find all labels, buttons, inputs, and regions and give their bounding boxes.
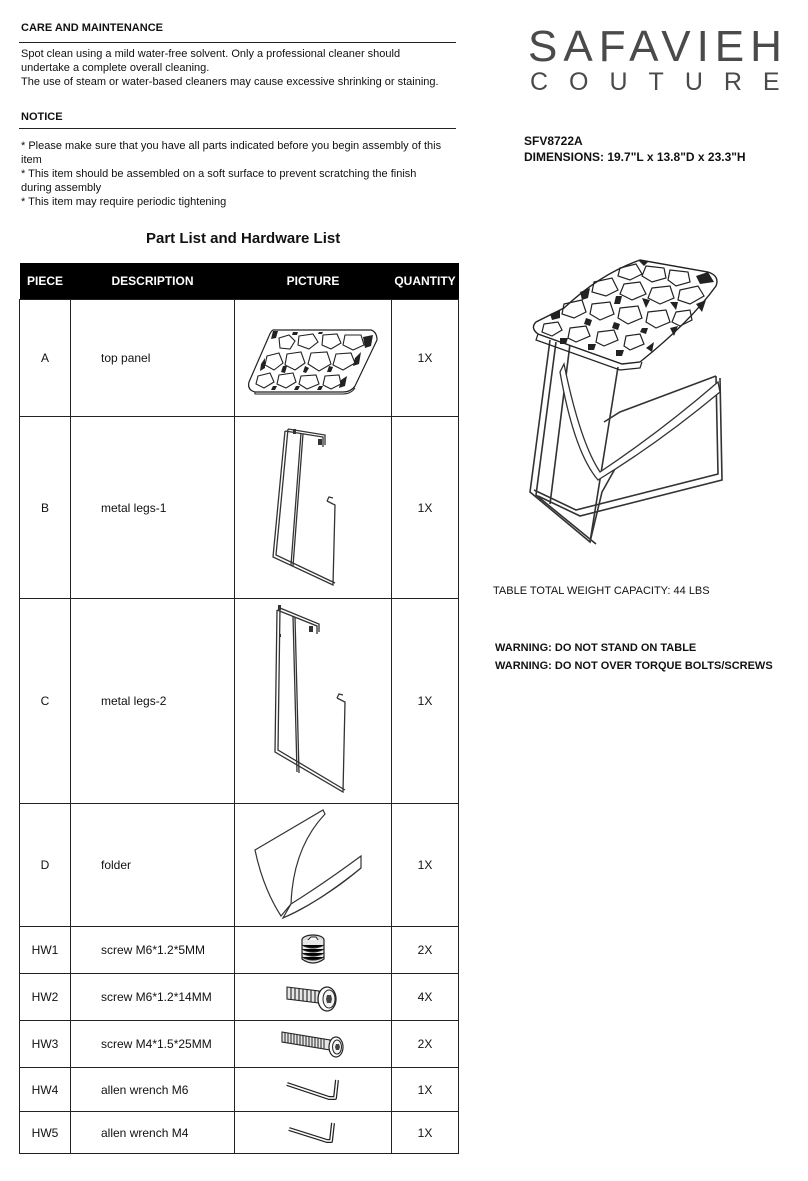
piece-id: HW4 <box>20 1068 71 1112</box>
metal-legs-2-drawing <box>263 604 363 799</box>
picture-cell <box>235 1021 392 1068</box>
allen-wrench-drawing <box>283 1074 343 1106</box>
long-bolt-drawing <box>280 1028 346 1060</box>
table-header-row <box>20 263 459 300</box>
weight-capacity: TABLE TOTAL WEIGHT CAPACITY: 44 LBS <box>493 585 710 597</box>
piece-id: HW2 <box>20 974 71 1021</box>
table-row <box>20 1112 459 1154</box>
piece-quantity: 1X <box>392 417 459 599</box>
piece-description: metal legs-2 <box>71 599 235 804</box>
allen-wrench-drawing <box>283 1117 343 1149</box>
piece-description: folder <box>71 804 235 927</box>
notice-line: * Please make sure that you have all parts indicated before you begin assembly of this <box>21 140 442 152</box>
header-description: DESCRIPTION <box>71 263 235 300</box>
header-quantity: QUANTITY <box>392 263 459 300</box>
dimensions: DIMENSIONS: 19.7"L x 13.8"D x 23.3"H <box>524 150 746 164</box>
piece-description: screw M6*1.2*5MM <box>71 927 235 974</box>
care-title: CARE AND MAINTENANCE <box>21 22 163 34</box>
header-piece: PIECE <box>20 263 71 300</box>
warnings <box>495 639 773 675</box>
piece-quantity: 2X <box>392 1021 459 1068</box>
piece-id: A <box>20 300 71 417</box>
table-title: Part List and Hardware List <box>146 230 341 247</box>
piece-description: top panel <box>71 300 235 417</box>
table-row <box>20 927 459 974</box>
table-row <box>20 300 459 417</box>
piece-id: HW3 <box>20 1021 71 1068</box>
brand-logo-secondary: COUTURE <box>530 68 801 96</box>
table-row <box>20 1068 459 1112</box>
parts-table <box>19 263 459 1154</box>
care-divider <box>19 42 456 43</box>
piece-quantity: 1X <box>392 1112 459 1154</box>
piece-description: allen wrench M4 <box>71 1112 235 1154</box>
header-picture: PICTURE <box>235 263 392 300</box>
notice-line: during assembly <box>21 182 102 194</box>
picture-cell <box>235 927 392 974</box>
care-line: undertake a complete overall cleaning. <box>21 62 210 74</box>
piece-quantity: 4X <box>392 974 459 1021</box>
notice-line: * This item should be assembled on a soft surface to prevent scratching the finish <box>21 168 417 180</box>
short-bolt-drawing <box>285 981 341 1013</box>
picture-cell <box>235 974 392 1021</box>
picture-cell <box>235 300 392 417</box>
notice-text <box>21 139 461 209</box>
piece-description: screw M4*1.5*25MM <box>71 1021 235 1068</box>
picture-cell <box>235 1068 392 1112</box>
notice-line: * This item may require periodic tightening <box>21 196 227 208</box>
warning-line: WARNING: DO NOT OVER TORQUE BOLTS/SCREWS <box>495 660 773 672</box>
care-line: Spot clean using a mild water-free solvent. Only a professional cleaner should <box>21 48 401 60</box>
top-panel-drawing <box>243 318 383 398</box>
piece-description: screw M6*1.2*14MM <box>71 974 235 1021</box>
picture-cell <box>235 1112 392 1154</box>
folder-drawing <box>253 808 373 923</box>
product-info <box>524 133 746 165</box>
piece-quantity: 1X <box>392 1068 459 1112</box>
warning-line: WARNING: DO NOT STAND ON TABLE <box>495 642 697 654</box>
piece-id: D <box>20 804 71 927</box>
care-text <box>21 47 461 89</box>
assembled-table-drawing <box>520 252 740 547</box>
piece-description: metal legs-1 <box>71 417 235 599</box>
table-row <box>20 804 459 927</box>
piece-id: C <box>20 599 71 804</box>
care-line: The use of steam or water-based cleaners may cause excessive shrinking or staining. <box>21 76 439 88</box>
piece-id: HW1 <box>20 927 71 974</box>
notice-title: NOTICE <box>21 111 63 123</box>
table-row <box>20 599 459 804</box>
picture-cell <box>235 804 392 927</box>
piece-id: HW5 <box>20 1112 71 1154</box>
metal-legs-1-drawing <box>263 425 363 590</box>
piece-quantity: 1X <box>392 300 459 417</box>
model-number: SFV8722A <box>524 134 583 148</box>
piece-quantity: 1X <box>392 599 459 804</box>
picture-cell <box>235 599 392 804</box>
table-row <box>20 974 459 1021</box>
notice-divider <box>19 128 456 129</box>
piece-id: B <box>20 417 71 599</box>
piece-quantity: 2X <box>392 927 459 974</box>
table-row <box>20 417 459 599</box>
table-row <box>20 1021 459 1068</box>
set-screw-drawing <box>298 933 328 967</box>
piece-description: allen wrench M6 <box>71 1068 235 1112</box>
piece-quantity: 1X <box>392 804 459 927</box>
picture-cell <box>235 417 392 599</box>
brand-logo-primary: SAFAVIEH <box>528 22 788 71</box>
notice-line: item <box>21 154 42 166</box>
